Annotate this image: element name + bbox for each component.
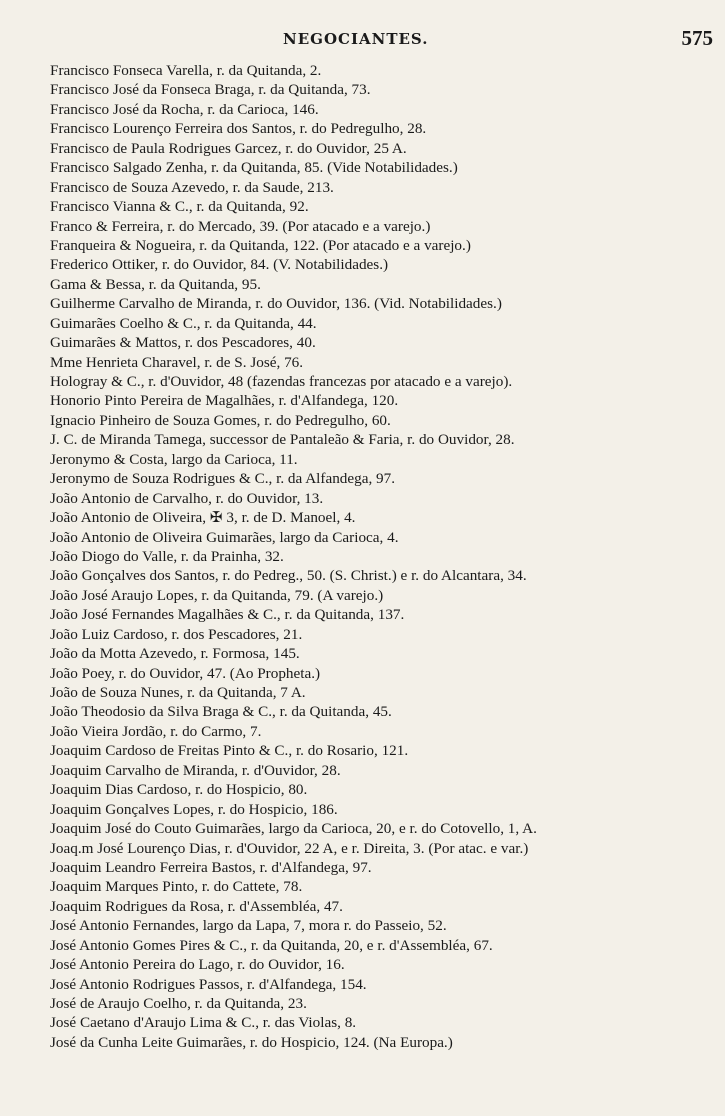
directory-entry: Gama & Bessa, r. da Quitanda, 95. [50, 275, 261, 293]
directory-entry: Mme Henrieta Charavel, r. de S. José, 76. [50, 353, 304, 371]
directory-entry: Franco & Ferreira, r. do Mercado, 39. (Por atacado e a varejo.) [50, 217, 431, 235]
directory-entry: Joaquim José do Couto Guimarães, largo da Carioca, 20, e r. do Cotovello, 1, A. [50, 820, 537, 838]
directory-entry: Francisco de Paula Rodrigues Garcez, r. do Ouvidor, 25 A. [50, 139, 407, 157]
directory-entry: Honorio Pinto Pereira de Magalhães, r. d'Alfandega, 120. [50, 392, 399, 410]
directory-entry: Guilherme Carvalho de Miranda, r. do Ouvidor, 136. (Vid. Notabilidades.) [50, 295, 502, 313]
directory-entry: João Antonio de Oliveira, ✠ 3, r. de D. Manoel, 4. [50, 509, 356, 527]
directory-entry: Joaquim Gonçalves Lopes, r. do Hospicio, 186. [50, 800, 338, 818]
directory-entry: Francisco Lourenço Ferreira dos Santos, r. do Pedregulho, 28. [50, 120, 427, 138]
directory-entry: Ignacio Pinheiro de Souza Gomes, r. do Pedregulho, 60. [50, 411, 391, 429]
directory-entry: Francisco Salgado Zenha, r. da Quitanda, 85. (Vide Notabilidades.) [50, 159, 458, 177]
directory-entry: Joaquim Dias Cardoso, r. do Hospicio, 80. [50, 781, 308, 799]
directory-entry: Joaquim Rodrigues da Rosa, r. d'Assembléa, 47. [50, 897, 343, 915]
directory-entry: João da Motta Azevedo, r. Formosa, 145. [50, 645, 300, 663]
directory-entry: José da Cunha Leite Guimarães, r. do Hospicio, 124. (Na Europa.) [50, 1033, 453, 1051]
directory-list [50, 61, 718, 1052]
directory-entry: João Diogo do Valle, r. da Prainha, 32. [50, 547, 284, 565]
directory-entry: José Antonio Pereira do Lago, r. do Ouvidor, 16. [50, 956, 345, 974]
page-number: 575 [681, 26, 713, 50]
directory-entry: Hologray & C., r. d'Ouvidor, 48 (fazendas francezas por atacado e a varejo). [50, 373, 513, 390]
directory-entry: Francisco de Souza Azevedo, r. da Saude, 213. [50, 178, 334, 196]
directory-entry: Joaq.m José Lourenço Dias, r. d'Ouvidor, 22 A, e r. Direita, 3. (Por atac. e var.) [50, 839, 529, 857]
directory-entry: João Vieira Jordão, r. do Carmo, 7. [50, 722, 262, 740]
page-header [0, 26, 725, 54]
directory-entry: João Antonio de Oliveira Guimarães, largo da Carioca, 4. [50, 528, 399, 546]
directory-entry: Jeronymo de Souza Rodrigues & C., r. da Alfandega, 97. [50, 470, 396, 488]
directory-entry: Francisco José da Rocha, r. da Carioca, 146. [50, 100, 319, 118]
directory-entry: José Antonio Gomes Pires & C., r. da Quitanda, 20, e r. d'Assembléa, 67. [50, 936, 493, 954]
directory-entry: João Theodosio da Silva Braga & C., r. da Quitanda, 45. [50, 703, 392, 721]
directory-entry: Joaquim Leandro Ferreira Bastos, r. d'Alfandega, 97. [50, 858, 372, 876]
directory-entry: João Antonio de Carvalho, r. do Ouvidor, 13. [50, 489, 324, 507]
directory-entry: José Antonio Rodrigues Passos, r. d'Alfandega, 154. [50, 975, 367, 993]
directory-entry: Francisco Fonseca Varella, r. da Quitanda, 2. [50, 62, 322, 79]
directory-entry: José Caetano d'Araujo Lima & C., r. das Violas, 8. [50, 1014, 357, 1032]
directory-entry: João José Araujo Lopes, r. da Quitanda, 79. (A varejo.) [50, 586, 384, 604]
directory-entry: Francisco Vianna & C., r. da Quitanda, 92. [50, 198, 309, 216]
directory-entry: João de Souza Nunes, r. da Quitanda, 7 A. [50, 684, 306, 701]
directory-entry: Joaquim Carvalho de Miranda, r. d'Ouvidor, 28. [50, 761, 341, 779]
directory-entry: Joaquim Marques Pinto, r. do Cattete, 78. [50, 878, 303, 896]
directory-entry: João Poey, r. do Ouvidor, 47. (Ao Propheta.) [50, 664, 321, 682]
directory-entry: Joaquim Cardoso de Freitas Pinto & C., r. do Rosario, 121. [50, 742, 409, 760]
directory-entry: José Antonio Fernandes, largo da Lapa, 7, mora r. do Passeio, 52. [50, 917, 447, 935]
directory-entry: João Gonçalves dos Santos, r. do Pedreg., 50. (S. Christ.) e r. do Alcantara, 34. [50, 567, 527, 585]
directory-entry: Frederico Ottiker, r. do Ouvidor, 84. (V. Notabilidades.) [50, 256, 389, 274]
directory-entry: José de Araujo Coelho, r. da Quitanda, 23. [50, 995, 307, 1012]
directory-entry: João José Fernandes Magalhães & C., r. da Quitanda, 137. [50, 606, 405, 624]
directory-entry: Francisco José da Fonseca Braga, r. da Quitanda, 73. [50, 81, 371, 99]
directory-entry: Guimarães & Mattos, r. dos Pescadores, 40. [50, 334, 316, 352]
directory-entry: Jeronymo & Costa, largo da Carioca, 11. [50, 450, 298, 468]
directory-entry: João Luiz Cardoso, r. dos Pescadores, 21. [50, 625, 303, 643]
directory-entry: J. C. de Miranda Tamega, successor de Pantaleão & Faria, r. do Ouvidor, 28. [50, 431, 515, 449]
directory-entry: Franqueira & Nogueira, r. da Quitanda, 122. (Por atacado e a varejo.) [50, 236, 471, 254]
section-title: NEGOCIANTES. [283, 30, 429, 48]
directory-entry: Guimarães Coelho & C., r. da Quitanda, 44. [50, 314, 317, 332]
